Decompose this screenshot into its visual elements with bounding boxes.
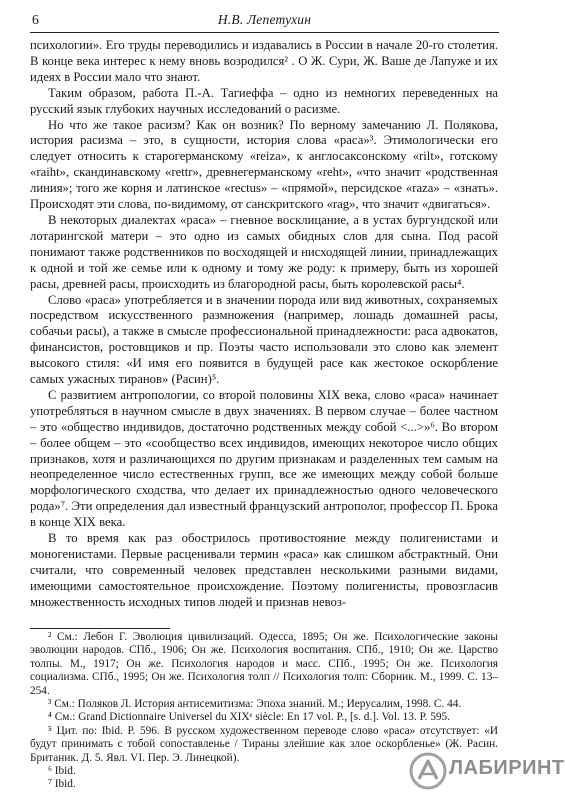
paragraph: Но что же такое расизм? Как он возник? По верному замечанию Л. Полякова, история расизма – это, в сущности, история слова «раса»³. Этимологически его следует относить к старогерманскому «reiza», к англосаксонскому «rilt», готскому «raiht», скандинавскому «rettr», древнегерманскому «reht», «что значит «родственная линия»; того же корня и латинское «rectus» – «прямой», персидское «raza» – «знать». Происходят эти слова, по-видимому, от санскритского «rag», что значит «двигаться». <box>30 117 498 212</box>
main-text <box>30 38 498 611</box>
paragraph: С развитием антропологии, со второй половины XIX века, слово «раса» начинает употребляться в научном смысле в двух значениях. В первом случае – более частном – это «общество индивидов, достаточно родственных между собой <...>»⁶. Во втором – более общем – это «сообщество всех индивидов, имеющих некоторое число общих признаков, хотя и различающихся по другим признакам и разделенных тем самым на неопределенное число естественных групп, все же имеющих между собой больше морфологического сходства, чтo делает их принадлежностью одного человеческого рода»⁷. Эти определения дал известный французский антрополог, профессор П. Брока в конце XIX века. <box>30 387 498 530</box>
paragraph: В некоторых диалектах «раса» – гневное восклицание, а в устах бургундской или лотарингской матери – это одно из самых обидных слов для сына. Под расой понимают также родственников по восходящей и нисходящей линии, принадлежащих к одной и той же семье или к одному и тому же роду: к примеру, быть из хорошей расы, древней расы, происходить из благородной расы, быть королевской расы⁴. <box>30 212 498 291</box>
paragraph: В то время как раз обострилось противостояние между полигенистами и моногенистами. Первые расценивали термин «раса» как слишком абстрактный. Они считали, что современный человек представлен несколькими разными видами, имеющими самостоятельное происхождение. Поэтому полигенисты, провозгласив множественность исходных типов людей и признав невоз- <box>30 531 498 609</box>
page-header <box>30 10 499 33</box>
footnote: ⁶ Ibid. <box>48 765 76 778</box>
footnote: ⁵ Цит. по: Ibid. P. 596. В русском художественном переводе слово «раса» отсутствует: «И будут принимать с тобой сопоставленье / Тираны злейшие как злое оскорбленье» (Ж. Расин. Британик. Д. 5. Явл. VI. Пер. Э. Линецкой). <box>30 724 498 764</box>
labirint-watermark <box>409 750 565 794</box>
paragraph: психологии». Его труды переводились и издавались в России в начале 20-го столетия. В конце века интерес к нему вновь возродился² . О Ж. Сури, Ж. Ваше де Лапуже и их идеях в России мало что знают. <box>30 38 498 84</box>
logo-text: ЛАБИРИНТ <box>449 757 565 779</box>
paragraph: Слово «раса» употребляется и в значении порода или вид животных, сохраняемых посредством искусственного размножения (например, лошадь домашней расы, собачьи расы), а также в смысле профессиональной принадлежности: раса адвокатов, финансистов, ростовщиков и пр. Поэты часто использовали это слово как элемент высокого стиля: «И имя его появится в будущей расе как жестокое оскорбление самых ужасных тиранов» (Расин)⁵. <box>30 292 498 387</box>
footnote: ⁷ Ibid. <box>48 778 76 791</box>
page-number: 6 <box>32 12 39 27</box>
labirint-logo-icon <box>409 752 447 790</box>
running-head: Н.В. Лепетухин <box>217 12 312 27</box>
footnote: ² См.: Лебон Г. Эволюция цивилизаций. Одесса, 1895; Он же. Психологические законы эволюции народов. СПб., 1906; Он же. Психология воспитания. СПб., 1910; Он же. Царство толпы. М., 1917; Он же. Психология народов и масс. СПб., 1995; Он же. Психология социализма. СПб., 1995; Он же. Психология толп // Психология толп: Сборник. М., 1999. С. 13–254. <box>30 631 498 697</box>
footnote-separator <box>30 628 170 629</box>
footnote: ³ См.: Поляков Л. История антисемитизма: Эпоха знаний. М.; Иерусалим, 1998. С. 44. <box>48 698 462 711</box>
paragraph: Таким образом, работа П.-А. Тагиеффа – одно из немногих переведенных на русский язык глубоких научных исследований о расизме. <box>30 85 498 116</box>
footnote: ⁴ См.: Grand Dictionnaire Universel du XIXᵉ siècle: En 17 vol. P., [s. d.]. Vol. 13. P. 595. <box>48 711 451 724</box>
